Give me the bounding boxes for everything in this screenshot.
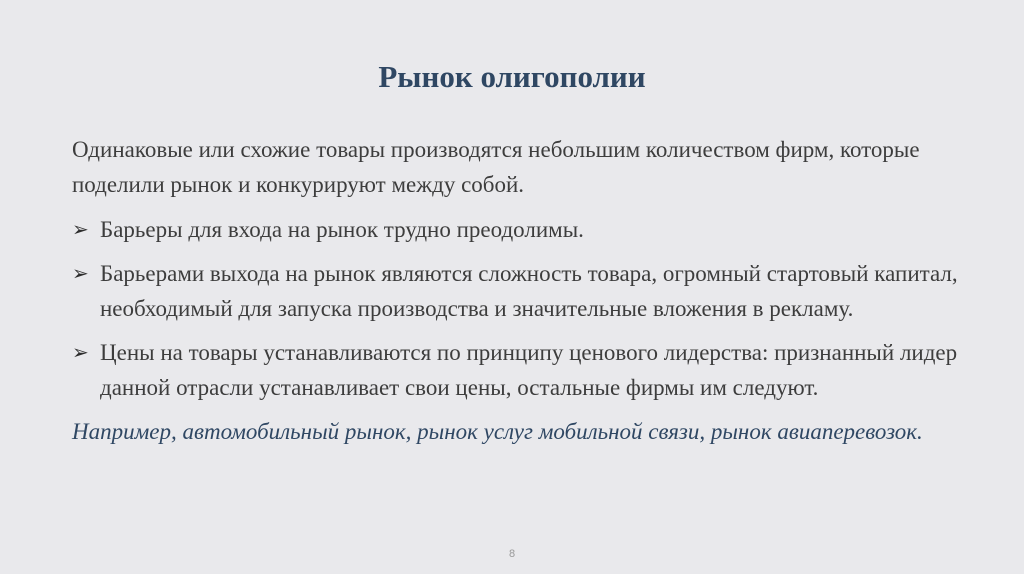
bullet-item	[72, 212, 997, 247]
slide-title: Рынок олигополии	[378, 59, 646, 94]
arrow-bullet-icon: ➢	[72, 340, 89, 364]
bullet-item	[72, 256, 997, 326]
bullet-text: Барьеры для входа на рынок трудно преодолимы.	[100, 217, 584, 242]
example-text: Например, автомобильный рынок, рынок услуг мобильной связи, рынок авиаперевозок.	[72, 419, 923, 444]
arrow-bullet-icon: ➢	[72, 261, 89, 285]
slide-content	[72, 132, 997, 449]
intro-text: Одинаковые или схожие товары производятся небольшим количеством фирм, которые поделили рынок и конкурируют между собой.	[72, 137, 920, 197]
page-number: 8	[508, 548, 516, 560]
arrow-bullet-icon: ➢	[72, 217, 89, 241]
bullet-list	[72, 212, 997, 405]
bullet-text: Барьерами выхода на рынок являются сложность товара, огромный стартовый капитал, необходимый для запуска производства и значительные вложения в рекламу.	[100, 261, 958, 321]
bullet-text: Цены на товары устанавливаются по принципу ценового лидерства: признанный лидер данной отрасли устанавливает свои цены, остальные фирмы им следуют.	[100, 340, 958, 400]
bullet-item	[72, 335, 997, 405]
